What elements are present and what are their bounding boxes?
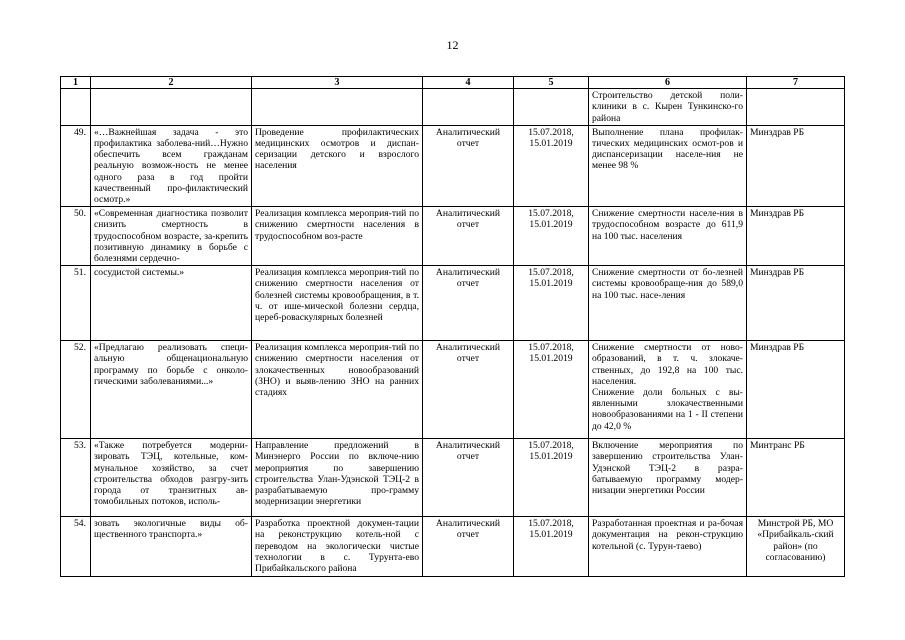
date-2: 15.01.2019: [529, 529, 573, 541]
result-cell: [589, 439, 747, 517]
responsible-cell: Минздрав РБ: [747, 125, 845, 206]
responsible-cell: Минздрав РБ: [747, 207, 845, 266]
result-cell: [589, 517, 747, 577]
result-text: Разработанная проектная и ра-бочая документация на рекон-струкцию котельной (с. Турун-таево): [592, 518, 743, 552]
col-header-6: 6: [589, 77, 747, 89]
dates-cell: [514, 517, 589, 577]
responsible-cell: Минздрав РБ: [747, 341, 845, 439]
result-cell: [589, 266, 747, 341]
table-row: [61, 266, 845, 341]
dates-cell: [514, 439, 589, 517]
table-row: [61, 341, 845, 439]
result-text: Включение мероприятия по завершению строительства Улан-Удэнской ТЭЦ-2 в разра-батываемую программу модер-низации энергетики России: [592, 440, 743, 497]
date-2: 15.01.2019: [529, 353, 573, 365]
row-number: 53.: [61, 439, 91, 517]
report-form-cell: Аналитический отчет: [423, 125, 514, 206]
date-1: 15.07.2018,: [528, 267, 574, 279]
col-header-5: 5: [514, 77, 589, 89]
row-number: 51.: [61, 266, 91, 341]
dates-cell: [514, 266, 589, 341]
report-form-cell: Аналитический отчет: [423, 207, 514, 266]
cell: [252, 89, 423, 126]
date-1: 15.07.2018,: [528, 518, 574, 530]
report-form-cell: Аналитический отчет: [423, 439, 514, 517]
result-text: Выполнение плана профилак-тических медицинских осмот-ров и диспансеризации населе-ния не менее 98 %: [592, 126, 743, 172]
col-header-1: 1: [61, 77, 91, 89]
measure-cell: Реализация комплекса мероприя-тий по снижению смертности населения от болезней системы кровообращения, в т. ч. от ише-мической болезни сердца, цереб-роваскулярных болезней: [252, 266, 423, 341]
report-form-cell: Аналитический отчет: [423, 517, 514, 577]
cell: [91, 89, 252, 126]
row-number: 50.: [61, 207, 91, 266]
date-2: 15.01.2019: [529, 278, 573, 290]
responsible-cell: Минстрой РБ, МО «Прибайкаль-ский район» (по согласованию): [747, 517, 845, 577]
result-text: Снижение доли больных с вы-явленными злокачественными новообразованиями на 1 - II степени до 42,0 %: [592, 387, 743, 432]
continuation-row: [61, 89, 845, 126]
result-text: Снижение смертности населе-ния в трудоспособном возрасте до 611,9 на 100 тыс. населения: [592, 208, 743, 242]
result-cell: [589, 341, 747, 439]
col-header-4: 4: [423, 77, 514, 89]
measure-cell: Разработка проектной докумен-тации на реконструкцию котель-ной с переводом на экологически чистые технологии в с. Турунта-ево Прибайкальского района: [252, 517, 423, 577]
dates-cell: [514, 341, 589, 439]
col-header-2: 2: [91, 77, 252, 89]
row-number: 52.: [61, 341, 91, 439]
measure-cell: Направление предложений в Минэнерго России по включе-нию мероприятия по завершению строительства Улан-Удэнской ТЭЦ-2 в разрабатываемую про-грамму модернизации энергетики: [252, 439, 423, 517]
measure-cell: Реализация комплекса мероприя-тий по снижению смертности населения в трудоспособном воз-расте: [252, 207, 423, 266]
col-header-7: 7: [747, 77, 845, 89]
table-row: [61, 439, 845, 517]
quote-cell: зовать экологичные виды об-щественного транспорта.»: [91, 517, 252, 577]
quote-cell: «…Важнейшая задача - это профилактика заболева-ний…Нужно обеспечить всем гражданам реальную возмож-ность не менее одного раза в год пройти качественный про-филактический осмотр.»: [91, 125, 252, 206]
cell: [747, 89, 845, 126]
responsible-cell: Минздрав РБ: [747, 266, 845, 341]
date-2: 15.01.2019: [529, 219, 573, 231]
cell: [61, 89, 91, 126]
date-1: 15.07.2018,: [528, 342, 574, 354]
quote-cell: «Предлагаю реализовать специ-альную общенациональную программу по борьбе с онколо-гическими заболеваниями...»: [91, 341, 252, 439]
measure-cell: Проведение профилактических медицинских осмотров и диспан-серизации детского и взрослого населения: [252, 125, 423, 206]
date-2: 15.01.2019: [529, 451, 573, 463]
date-1: 15.07.2018,: [528, 440, 574, 452]
date-1: 15.07.2018,: [528, 126, 574, 138]
measures-table: [60, 76, 845, 577]
quote-cell: «Также потребуется модерни-зировать ТЭЦ, котельные, ком-мунальное хозяйство, за счет строительства обходов разгру-зить города от транзитных ав-томобильных потоков, исполь-: [91, 439, 252, 517]
responsible-cell: Минтранс РБ: [747, 439, 845, 517]
date-1: 15.07.2018,: [528, 208, 574, 220]
date-2: 15.01.2019: [529, 138, 573, 150]
report-form-cell: Аналитический отчет: [423, 341, 514, 439]
measure-cell: Реализация комплекса мероприя-тий по снижению смертности населения от злокачественных новообразований (ЗНО) и выяв-лению ЗНО на ранних стадиях: [252, 341, 423, 439]
cell: [423, 89, 514, 126]
cell: [514, 89, 589, 126]
row-number: 49.: [61, 125, 91, 206]
quote-cell: «Современная диагностика позволит снизить смертность в трудоспособном возрасте, за-крепить позитивную динамику в борьбе с болезнями сердечно-: [91, 207, 252, 266]
dates-cell: [514, 125, 589, 206]
page-number: 12: [446, 38, 459, 52]
table-row: [61, 125, 845, 206]
header-row: [61, 77, 845, 89]
result-cell: [589, 207, 747, 266]
report-form-cell: Аналитический отчет: [423, 266, 514, 341]
row-number: 54.: [61, 517, 91, 577]
quote-cell: сосудистой системы.»: [91, 266, 252, 341]
col-header-3: 3: [252, 77, 423, 89]
continuation-result: Строительство детской поли-клиники в с. Кырен Тункинско-го района: [589, 89, 747, 126]
table-row: [61, 517, 845, 577]
result-cell: [589, 125, 747, 206]
result-text: Снижение смертности от бо-лезней системы кровообраще-ния до 589,0 на 100 тыс. насе-ления: [592, 267, 743, 301]
dates-cell: [514, 207, 589, 266]
result-text: Снижение смертности от ново-образований, в т. ч. злокаче-ственных, до 192,8 на 100 тыс. населения.: [592, 342, 743, 387]
table-row: [61, 207, 845, 266]
